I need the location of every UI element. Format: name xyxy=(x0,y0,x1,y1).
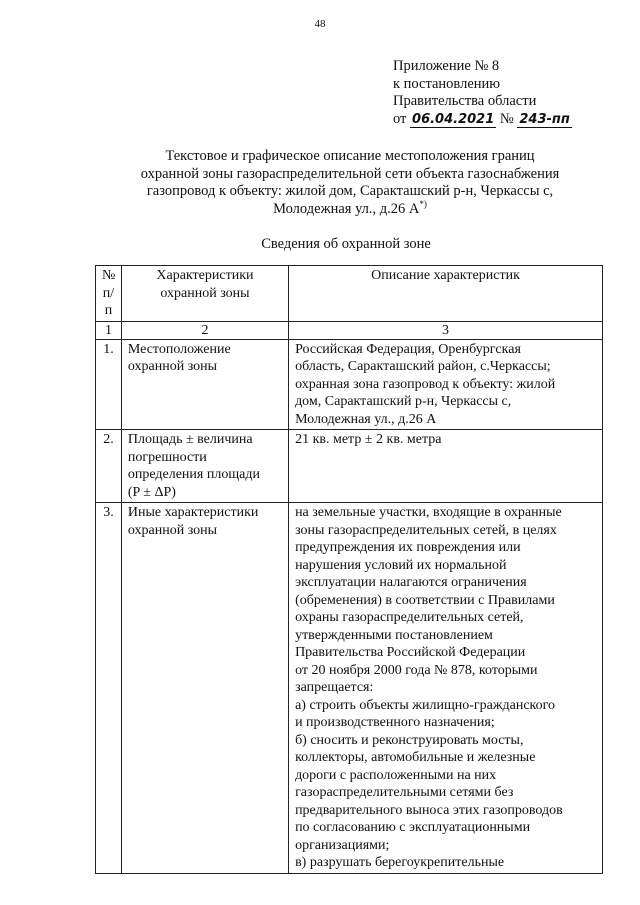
cell-line: на земельные участки, входящие в охранные xyxy=(295,505,562,520)
row-number: 2. xyxy=(96,430,122,503)
cell-line: от 20 ноября 2000 года № 878, которыми xyxy=(295,662,538,678)
cell-line: и производственного назначения; xyxy=(295,715,495,730)
zone-info-table xyxy=(95,265,603,874)
row-characteristic xyxy=(121,503,288,874)
row-characteristic xyxy=(121,430,288,503)
section-subtitle: Сведения об охранной зоне xyxy=(261,236,431,252)
handwritten-number: 243-пп xyxy=(519,111,570,127)
cell-line: охраны газораспределительных сетей, xyxy=(295,610,524,625)
cell-line: 21 кв. метр ± 2 кв. метра xyxy=(295,432,442,447)
cell-line: Местоположение xyxy=(127,341,231,357)
document-title xyxy=(95,148,605,218)
handwritten-date: 06.04.2021 xyxy=(412,111,495,127)
cell-line: определения площади xyxy=(127,467,260,482)
header-characteristic xyxy=(121,266,288,322)
appendix-line-2: к постановлению xyxy=(393,75,501,92)
row-description xyxy=(289,430,603,503)
cell-line: (P ± ΔP) xyxy=(127,484,176,500)
cell-line: Правительства Российской Федерации xyxy=(295,645,526,660)
header-num xyxy=(96,266,122,322)
cell-line: Российская Федерация, Оренбургская xyxy=(295,341,521,357)
cell-line: в) разрушать берегоукрепительные xyxy=(295,855,505,870)
cell-line: предупреждения их повреждения или xyxy=(295,540,521,555)
row-number: 3. xyxy=(96,503,122,874)
cell-line: газораспределительными сетями без xyxy=(295,785,514,800)
cell-line: область, Саракташский район, с.Черкассы; xyxy=(295,359,551,374)
cell-line: охранная зона газопровод к объекту: жилой xyxy=(295,376,556,392)
table-row xyxy=(96,339,603,430)
cell-line: утвержденными постановлением xyxy=(295,627,493,643)
cell-line: охранной зоны xyxy=(127,522,218,538)
header-char-line-2: охранной зоны xyxy=(160,285,250,301)
cell-line: нарушения условий их нормальной xyxy=(295,557,507,573)
column-number-row xyxy=(96,321,603,339)
header-description: Описание характеристик xyxy=(289,266,603,322)
row-description xyxy=(289,339,603,430)
appendix-block xyxy=(393,58,572,128)
title-line-1: Текстовое и графическое описание местоположения границ xyxy=(165,148,535,164)
table-row xyxy=(96,503,603,874)
from-label: от xyxy=(393,110,407,127)
cell-line: дом, Саракташский р-н, Черкассы с, xyxy=(295,394,512,409)
cell-line: по согласованию с эксплуатационными xyxy=(295,820,531,835)
header-char-line-1: Характеристики xyxy=(156,268,254,283)
appendix-line-3: Правительства области xyxy=(393,93,537,109)
cell-line: запрещается: xyxy=(295,680,374,695)
cell-line: Иные характеристики xyxy=(127,505,259,520)
row-description xyxy=(289,503,603,874)
cell-line: коллекторы, автомобильные и железные xyxy=(295,750,536,765)
title-line-3: газопровод к объекту: жилой дом, Саракташский р-н, Черкассы с, xyxy=(146,183,554,199)
cell-line: погрешности xyxy=(127,449,207,465)
col-number-2: 2 xyxy=(121,321,288,339)
cell-line: эксплуатации налагаются ограничения xyxy=(295,575,527,590)
cell-line: зоны газораспределительных сетей, в целях xyxy=(295,522,557,538)
title-line-4 xyxy=(95,198,605,219)
table-row xyxy=(96,430,603,503)
cell-line: охранной зоны xyxy=(127,359,218,374)
col-number-3: 3 xyxy=(289,321,603,339)
title-address: Молодежная ул., д.26 А xyxy=(273,200,420,217)
header-num-line-1: № xyxy=(102,268,116,283)
cell-line: дороги с расположенными на них xyxy=(295,767,497,783)
appendix-line-4 xyxy=(393,111,572,129)
footnote-mark: *) xyxy=(419,198,427,209)
cell-line: организациями; xyxy=(295,837,390,853)
table-header-row xyxy=(96,266,603,322)
row-characteristic xyxy=(121,339,288,430)
col-number-1: 1 xyxy=(96,321,122,339)
cell-line: (обременения) в соответствии с Правилами xyxy=(295,592,555,608)
header-num-line-2: п/п xyxy=(102,285,115,318)
row-number: 1. xyxy=(96,339,122,430)
cell-line: а) строить объекты жилищно-гражданского xyxy=(295,697,556,713)
cell-line: Площадь ± величина xyxy=(127,432,253,447)
cell-line: предварительного выноса этих газопроводов xyxy=(295,802,563,818)
page-number: 48 xyxy=(314,18,326,30)
cell-line: б) сносить и реконструировать мосты, xyxy=(295,732,524,748)
title-line-2: охранной зоны газораспределительной сети объекта газоснабжения xyxy=(140,165,560,182)
number-label: № xyxy=(499,110,514,127)
appendix-line-1: Приложение № 8 xyxy=(393,58,500,74)
cell-line: Молодежная ул., д.26 А xyxy=(295,411,437,427)
